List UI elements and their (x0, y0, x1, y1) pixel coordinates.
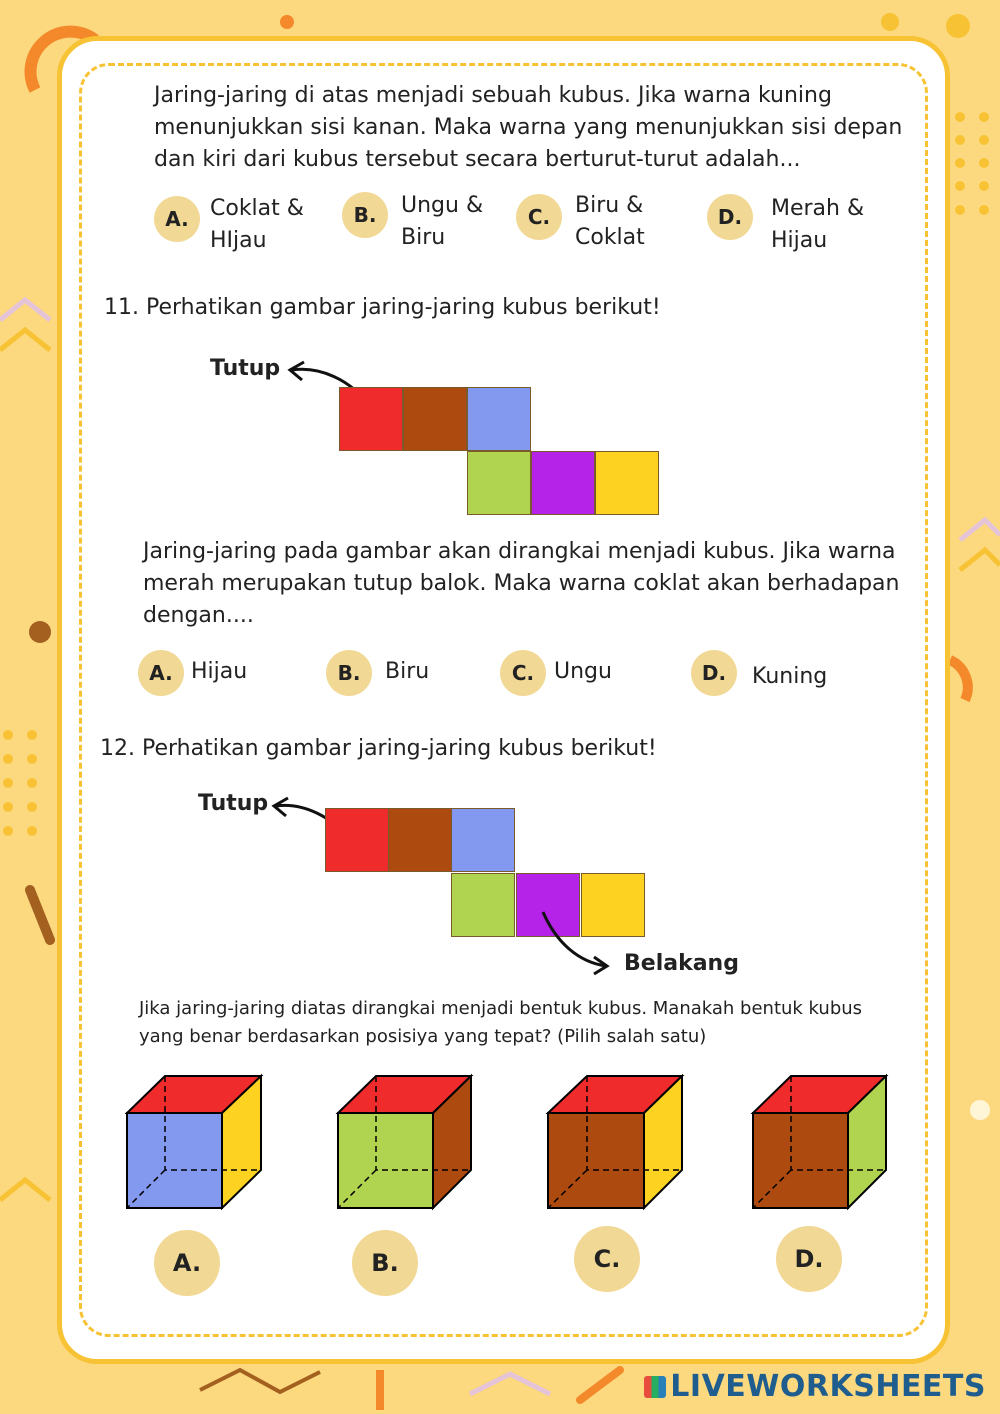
q12-tutup-label: Tutup (198, 791, 269, 816)
q12-option-d-circle[interactable]: D. (776, 1226, 842, 1292)
q12-net-brown-face (388, 808, 452, 872)
q12-net-green-face (451, 873, 515, 937)
q12-cube-b[interactable] (338, 1076, 471, 1208)
q12-net-red-face (325, 808, 389, 872)
q12-net-yellow-face (581, 873, 645, 937)
logo-icon (644, 1376, 666, 1398)
q10-option-c-circle[interactable]: C. (516, 194, 562, 240)
q10-option-a-text: Coklat & HIjau (210, 196, 304, 253)
q11-option-a-circle[interactable]: A. (138, 650, 184, 696)
liveworksheets-logo (644, 1369, 986, 1404)
q11-tutup-label: Tutup (210, 356, 281, 381)
q12-title: 12. Perhatikan gambar jaring-jaring kubus berikut! (100, 736, 657, 761)
q11-net-red-face (339, 387, 403, 451)
q11-net-brown-face (403, 387, 467, 451)
q12-net-blue-face (451, 808, 515, 872)
q12-cube-d[interactable] (753, 1076, 886, 1208)
q12-cube-c[interactable] (548, 1076, 682, 1208)
q10-option-d-text: Merah & Hijau (771, 196, 865, 253)
q10-question-text: Jaring-jaring di atas menjadi sebuah kubus. Jika warna kuning menunjukkan sisi kanan. Maka warna yang menunjukkan sisi depan dan kiri dari kubus tersebut secara berturut-turut adalah... (154, 83, 903, 172)
q10-option-c-text: Biru & Coklat (575, 193, 645, 250)
q10-option-b-circle[interactable]: B. (342, 192, 388, 238)
q11-option-a-text: Hijau (191, 659, 248, 684)
q12-option-a-circle[interactable]: A. (154, 1230, 220, 1296)
q11-title: 11. Perhatikan gambar jaring-jaring kubus berikut! (104, 295, 661, 320)
logo-text: LIVEWORKSHEETS (670, 1369, 986, 1404)
q12-question-text: Jika jaring-jaring diatas dirangkai menjadi bentuk kubus. Manakah bentuk kubus yang benar berdasarkan posisiya yang tepat? (Pilih salah satu) (139, 998, 863, 1047)
q12-cube-options (0, 0, 1, 1)
q12-cube-a[interactable] (127, 1076, 261, 1208)
q11-net-yellow-face (595, 451, 659, 515)
q12-net-purple-face (516, 873, 580, 937)
q11-option-c-text: Ungu (554, 659, 612, 684)
q12-option-c-circle[interactable]: C. (574, 1226, 640, 1292)
q12-belakang-label: Belakang (624, 951, 739, 976)
q11-net-purple-face (531, 451, 595, 515)
q10-option-b-text: Ungu & Biru (401, 193, 484, 250)
q11-option-c-circle[interactable]: C. (500, 650, 546, 696)
q11-question-text: Jaring-jaring pada gambar akan dirangkai menjadi kubus. Jika warna merah merupakan tutup balok. Maka warna coklat akan berhadapan dengan.... (143, 539, 900, 628)
q10-option-d-circle[interactable]: D. (707, 194, 753, 240)
q11-net-green-face (467, 451, 531, 515)
q11-net-blue-face (467, 387, 531, 451)
q10-option-a-circle[interactable]: A. (154, 196, 200, 242)
q11-option-d-text: Kuning (752, 664, 828, 689)
q12-option-b-circle[interactable]: B. (352, 1230, 418, 1296)
q11-option-d-circle[interactable]: D. (691, 650, 737, 696)
q11-option-b-text: Biru (385, 659, 430, 684)
q11-option-b-circle[interactable]: B. (326, 650, 372, 696)
